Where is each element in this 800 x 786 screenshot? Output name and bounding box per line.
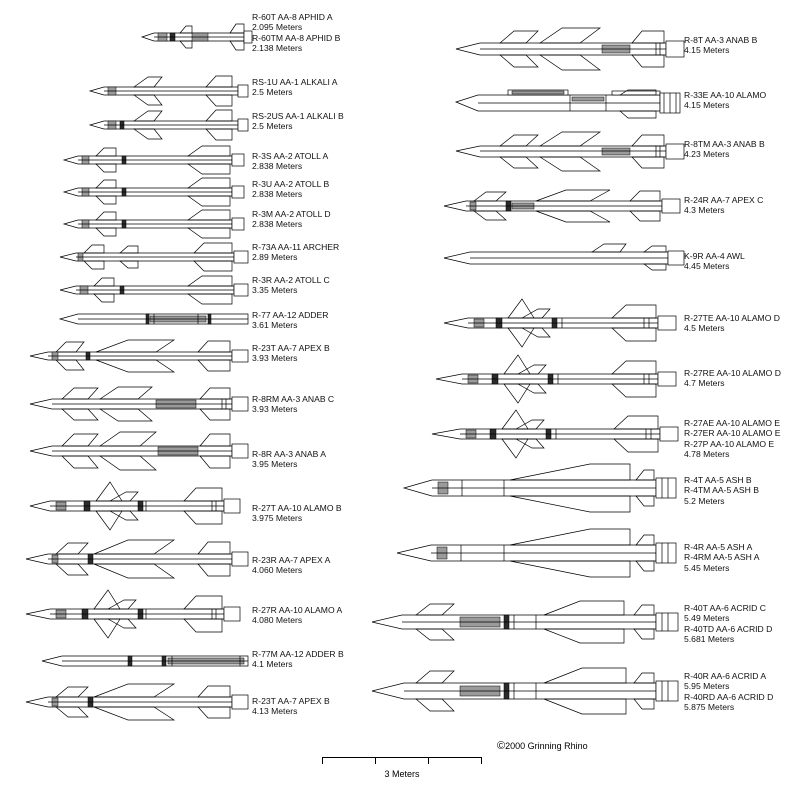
label-alamo-b: R-27T AA-10 ALAMO B 3.975 Meters	[252, 503, 342, 524]
missile-art-apex-c	[440, 186, 688, 226]
label-ash-b: R-4T AA-5 ASH B R-4TM AA-5 ASH B 5.2 Meters	[684, 475, 759, 506]
label-r33e: R-33E AA-10 ALAMO 4.15 Meters	[684, 90, 767, 111]
copyright-symbol: ©	[497, 740, 506, 752]
label-anab-b2: R-8TM AA-3 ANAB B 4.23 Meters	[684, 139, 765, 160]
label-acrid-ad: R-40R AA-6 ACRID A 5.95 Meters R-40RD AA-6 ACRID D 5.875 Meters	[684, 671, 774, 713]
label-alkali-b: RS-2US AA-1 ALKALI B 2.5 Meters	[252, 111, 344, 132]
label-alamo-e: R-27AE AA-10 ALAMO E R-27ER AA-10 ALAMO E R-27P AA-10 ALAMO E 4.78 Meters	[684, 418, 781, 460]
scale-tick-start	[322, 757, 323, 764]
label-apex-b2: R-23T AA-7 APEX B 4.13 Meters	[252, 696, 330, 717]
scale-bar	[322, 757, 482, 769]
missile-art-anab-b	[452, 24, 688, 74]
missile-art-alamo-b	[26, 480, 254, 532]
label-aphid: R-60T AA-8 APHID A 2.095 Meters R-60TM AA-8 APHID B 2.138 Meters	[252, 12, 341, 54]
label-anab-a: R-8R AA-3 ANAB A 3.95 Meters	[252, 449, 327, 470]
missile-art-atoll-c	[58, 274, 254, 306]
missile-art-anab-a	[26, 428, 254, 474]
missile-art-apex-a	[22, 536, 254, 582]
missile-art-apex-b	[26, 336, 254, 376]
missile-art-alamo-d	[440, 296, 688, 350]
missile-art-acrid-ad	[368, 662, 688, 720]
missile-art-ash-a	[393, 526, 688, 580]
missile-art-acrid-cd	[368, 594, 688, 650]
label-alamo-d: R-27TE AA-10 ALAMO D 4.5 Meters	[684, 313, 780, 334]
label-apex-b: R-23T AA-7 APEX B 3.93 Meters	[252, 343, 330, 364]
label-alamo-a: R-27R AA-10 ALAMO A 4.080 Meters	[252, 605, 343, 626]
label-alamo-d2: R-27RE AA-10 ALAMO D 4.7 Meters	[684, 368, 781, 389]
label-atoll-a: R-3S AA-2 ATOLL A 2.838 Meters	[252, 151, 329, 172]
scale-tick-2m	[428, 757, 429, 764]
label-apex-a: R-23R AA-7 APEX A 4.060 Meters	[252, 555, 331, 576]
label-adder-b: R-77M AA-12 ADDER B 4.1 Meters	[252, 649, 344, 670]
missile-art-anab-c	[26, 382, 254, 426]
missile-art-alkali-a	[88, 74, 254, 108]
missile-art-apex-b2	[22, 680, 254, 724]
scale-tick-3m	[481, 757, 482, 764]
missile-art-r33e	[452, 82, 688, 122]
label-atoll-c: R-3R AA-2 ATOLL C 3.35 Meters	[252, 275, 330, 296]
label-anab-b: R-8T AA-3 ANAB B 4.15 Meters	[684, 35, 758, 56]
copyright-year: 2000	[505, 741, 526, 751]
label-anab-c: R-8RM AA-3 ANAB C 3.93 Meters	[252, 394, 335, 415]
scale-label: 3 Meters	[384, 769, 420, 779]
label-acrid-cd: R-40T AA-6 ACRID C 5.49 Meters R-40TD AA-6 ACRID D 5.681 Meters	[684, 603, 773, 645]
missile-art-awl	[440, 240, 688, 274]
missile-art-alamo-d2	[432, 352, 688, 406]
missile-art-alamo-a	[22, 588, 254, 640]
label-apex-c: R-24R AA-7 APEX C 4.3 Meters	[684, 195, 764, 216]
label-ash-a: R-4R AA-5 ASH A R-4RM AA-5 ASH A 5.45 Meters	[684, 542, 760, 573]
missile-art-anab-b2	[452, 128, 688, 174]
missile-art-aphid	[140, 22, 256, 52]
missile-art-ash-b	[400, 462, 688, 514]
label-adder: R-77 AA-12 ADDER 3.61 Meters	[252, 310, 329, 331]
missile-art-atoll-b	[62, 176, 254, 208]
scale-bar-rule	[322, 757, 482, 758]
label-awl: K-9R AA-4 AWL 4.45 Meters	[684, 251, 745, 272]
missile-art-atoll-a	[62, 144, 254, 176]
label-archer: R-73A AA-11 ARCHER 2.89 Meters	[252, 242, 340, 263]
missile-art-alkali-b	[88, 108, 254, 142]
label-alkali-a: RS-1U AA-1 ALKALI A 2.5 Meters	[252, 77, 338, 98]
missile-art-atoll-d	[62, 208, 254, 240]
label-atoll-d: R-3M AA-2 ATOLL D 2.838 Meters	[252, 209, 331, 230]
copyright-author: Grinning Rhino	[527, 741, 588, 751]
scale-tick-1m	[375, 757, 376, 764]
copyright-block	[497, 741, 588, 752]
missile-art-adder-b	[40, 648, 254, 674]
label-atoll-b: R-3U AA-2 ATOLL B 2.838 Meters	[252, 179, 330, 200]
missile-art-alamo-e	[428, 406, 688, 462]
missile-art-archer	[58, 240, 254, 274]
missile-art-adder	[58, 306, 254, 332]
